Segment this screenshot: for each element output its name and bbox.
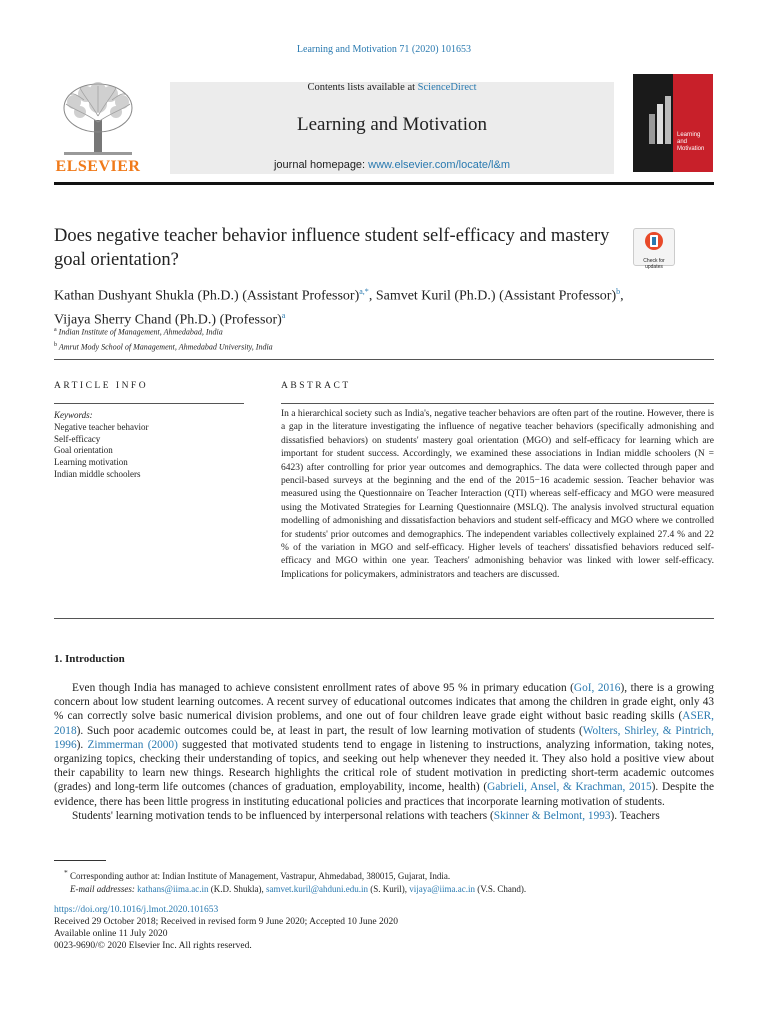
keyword-item: Learning motivation [54, 457, 128, 468]
elsevier-tree-icon [54, 82, 142, 158]
introduction-body [54, 681, 714, 823]
citation-link[interactable]: Gabrieli, Ansel, & Krachman, 2015 [487, 781, 652, 794]
email-addresses: E-mail addresses: kathans@iima.ac.in (K.D. Shukla), samvet.kuril@ahduni.edu.in (S. Kuril), vijaya@iima.ac.in (V.S. Chand). [70, 884, 527, 894]
keyword-item: Indian middle schoolers [54, 468, 141, 479]
section-divider [54, 618, 714, 619]
abstract-text: In a hierarchical society such as India's, negative teacher behaviors are often part of the routine. However, there is a gap in the literature investigating the influence of negative teacher behaviors (specifically admonishing and dissatisfied behaviors) on students' mastery goal orientation (MGO) and self-efficacy for learning which are important for student success. Accordingly, we examined these associations in Indian middle schoolers (N = 6423) after controlling for prior year outcomes and demographics. The data were collected through paper and pencil-based surveys at the beginning and the end of the 2015−16 academic session. Teacher behavior was measured using the Questionnaire on Teacher Interaction (QTI) whereas self-efficacy and MGO were measured using the Motivated Strategies for Learning Questionnaire (MSLQ). The analysis involved structural equation modelling of admonishing and dissatisfaction behaviors and student self-efficacy and MGO where we controlled for students' prior outcomes and demographics. The independent variables collectively explained 27.4 % and 22 % of the variation in MGO and self-efficacy. Higher levels of teachers' dissatisfied behaviors reduced self-efficacy and MGO within one year. Teachers' admonishing behavior was linked with lower self-efficacy. Implications for policymakers, administrators and teachers are discussed. [281, 409, 714, 580]
check-for-updates-button[interactable]: Check for updates [633, 228, 675, 266]
email-link[interactable]: vijaya@iima.ac.in [409, 884, 475, 894]
sciencedirect-link[interactable]: ScienceDirect [417, 82, 477, 93]
citation-link[interactable]: Wolters, Shirley, & Pintrich, 1996 [54, 724, 714, 751]
received-dates: Received 29 October 2018; Received in revised form 9 June 2020; Accepted 10 June 2020 [54, 917, 399, 927]
author-list [54, 282, 654, 329]
homepage-link[interactable]: www.elsevier.com/locate/l&m [368, 159, 510, 171]
citation-link[interactable]: GoI, 2016 [573, 682, 621, 694]
abstract-divider [281, 403, 714, 404]
affiliation-b: $^b$ Amrut Mody School of Management, Ahmedabad University, India [54, 341, 273, 352]
citation-link[interactable]: ASER, 2018 [54, 710, 714, 737]
keyword-item: Self-efficacy [54, 433, 101, 444]
author-name: Kathan Dushyant Shukla (Ph.D.) (Assistant Professor) [54, 288, 360, 304]
author-name: , Vijaya Sherry Chand (Ph.D.) (Professor) [54, 288, 624, 328]
copyright: 0023-9690/© 2020 Elsevier Inc. All rights reserved. [54, 941, 252, 951]
citation-link[interactable]: Zimmerman (2000) [87, 738, 178, 751]
affiliations [54, 324, 654, 353]
footnote-divider [54, 860, 106, 861]
paragraph: Students' learning motivation tends to be influenced by interpersonal relations with teachers (Skinner & Belmont, 1993). Teachers [72, 809, 660, 822]
affiliation-a: $^a$ Indian Institute of Management, Ahmedabad, India [54, 327, 223, 337]
author-affiliation-link[interactable]: a [281, 310, 286, 320]
keyword-item: Goal orientation [54, 445, 113, 456]
article-title: Does negative teacher behavior influence student self-efficacy and mastery goal orientation? [54, 226, 610, 270]
keyword-item: Negative teacher behavior [54, 421, 149, 432]
section-divider [54, 359, 714, 360]
author-name: , Samvet Kuril (Ph.D.) (Assistant Professor) [368, 288, 617, 304]
author-affiliation-link[interactable]: b [616, 287, 621, 296]
keywords-label: Keywords: [54, 410, 93, 420]
journal-cover-image [633, 74, 713, 172]
section-heading-introduction: 1. Introduction [54, 653, 125, 665]
journal-reference-link[interactable]: Learning and Motivation 71 (2020) 101653 [296, 44, 472, 55]
journal-title: Learning and Motivation [297, 114, 487, 135]
article-info-divider [54, 403, 244, 404]
keywords-block [54, 410, 244, 481]
footnotes [54, 866, 714, 896]
paragraph: Even though India has managed to achieve consistent enrollment rates of above 95 % in primary education (GoI, 2016), there is a growing concern about low student learning outcomes. A recent survey of educational outcomes indicates that among the children in grade eight, only 43 % can correctly solve basic numerical division problems, and one out of four children leave grade eight without basic reading skills (ASER, 2018). Such poor academic outcomes could be, at least in part, the result of low learning motivation of students (Wolters, Shirley, & Pintrich, 1996). Zimmerman (2000) suggested that motivated students tend to engage in listening to instructions, analyzing information, taking notes, organizing topics, checking their understanding of topics, and seeking out help whenever they needed it. They also hold a positive view about their capability to learn new things. Research highlights the critical role of student motivation in predicting short-term academic outcomes (grades) and long-term life outcomes (chances of graduation, employability, income, health) (Gabrieli, Ansel, & Krachman, 2015). Despite the evidence, there has been little progress in instituting educational policies and practices that incorporate learning motivation of students. [54, 682, 714, 808]
publisher-name: ELSEVIER [55, 158, 141, 175]
contents-line: Contents lists available at ScienceDirect [307, 82, 477, 93]
corresponding-author-note: * Corresponding author at: Indian Institute of Management, Vastrapur, Ahmedabad, 380015, Gujarat, India. [64, 868, 451, 881]
publication-info [54, 904, 714, 952]
doi-link[interactable]: https://doi.org/10.1016/j.lmot.2020.101653 [54, 905, 219, 915]
article-info-heading: ARTICLE INFO [54, 381, 149, 391]
email-link[interactable]: kathans@iima.ac.in [137, 884, 209, 894]
crossmark-icon [634, 229, 674, 253]
cover-graphic-icon [633, 74, 713, 172]
citation-link[interactable]: Skinner & Belmont, 1993 [493, 809, 611, 822]
header-divider [54, 182, 714, 185]
journal-masthead [170, 82, 614, 174]
email-link[interactable]: samvet.kuril@ahduni.edu.in [265, 884, 368, 894]
abstract-heading: ABSTRACT [281, 381, 351, 391]
available-online: Available online 11 July 2020 [54, 929, 168, 939]
elsevier-logo [54, 82, 142, 176]
cover-title: Learning and Motivation [677, 132, 705, 152]
author-affiliation-link[interactable]: a,* [359, 287, 369, 296]
journal-homepage: journal homepage: www.elsevier.com/locate/l&m [273, 159, 510, 171]
